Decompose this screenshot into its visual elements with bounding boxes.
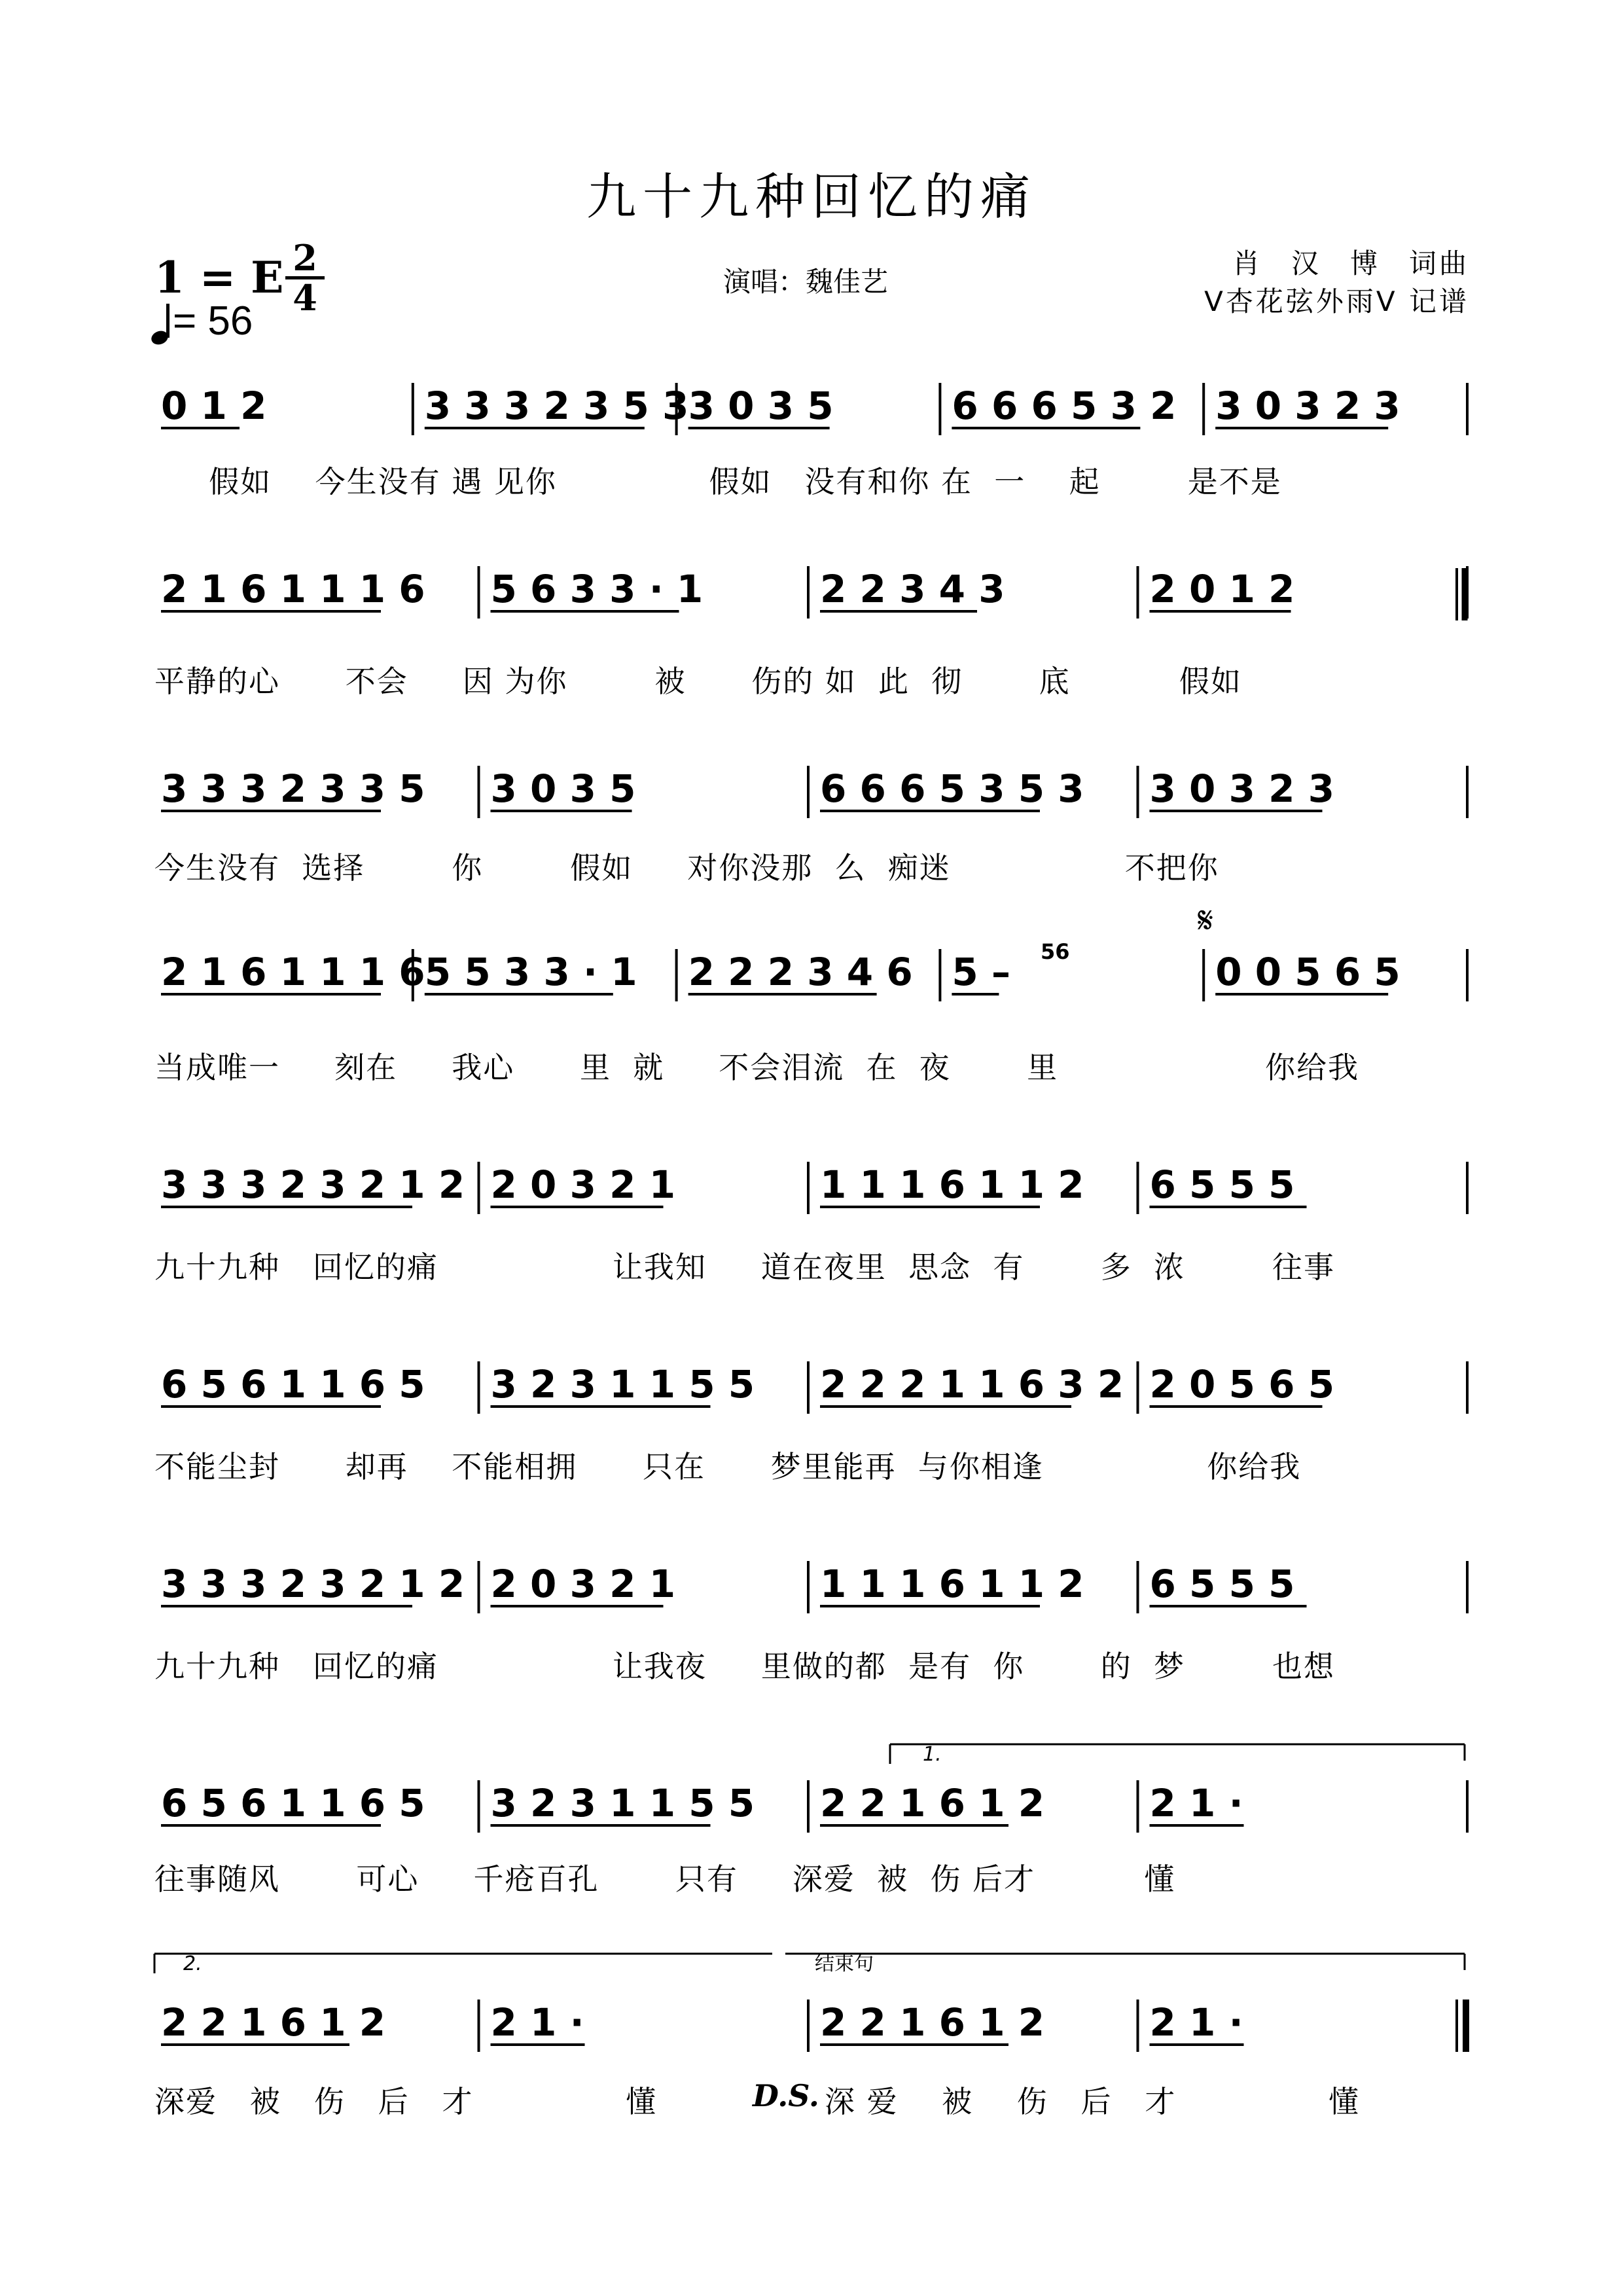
lyricist-composer-role: 词曲 bbox=[1408, 247, 1469, 279]
lyric-line: 深爱 被 伤 后 才 懂 bbox=[154, 2084, 658, 2119]
tempo-marking bbox=[151, 298, 253, 346]
lyric-line: 平静的心 不会 因 为你 被 伤的 如 此 彻 底 假如 bbox=[154, 664, 1242, 699]
note-group: 2 2 1 6 1 2 bbox=[161, 2000, 386, 2045]
note-group: 2 1 · bbox=[1149, 1781, 1243, 1825]
tempo-value: = 56 bbox=[173, 298, 253, 344]
note-group: 2 1 6 1 1 1 6 bbox=[161, 567, 425, 611]
note-group: 2 2 1 6 1 2 bbox=[820, 1781, 1045, 1825]
note-group: 2 0 5 6 5 bbox=[1149, 1362, 1335, 1407]
coda-label: 结束句 bbox=[815, 1952, 874, 1975]
note-group: 3 0 3 2 3 bbox=[1149, 766, 1335, 811]
ds-marking: D.S. bbox=[753, 2078, 819, 2113]
song-title: 九十九种回忆的痛 bbox=[586, 168, 1037, 226]
segno-sign: 𝄋 bbox=[1198, 899, 1214, 942]
note-group: 6 5 5 5 bbox=[1149, 1162, 1295, 1207]
note-group: 6 6 6 5 3 5 3 bbox=[820, 766, 1084, 811]
note-group: 0 1 2 bbox=[161, 384, 267, 428]
note-group: 0 0 5 6 5 bbox=[1215, 950, 1400, 994]
note-group: 3 0 3 5 bbox=[688, 384, 834, 428]
note-group: 2 0 3 2 1 bbox=[490, 1562, 676, 1606]
lyricist-composer-name: 肖汉博 bbox=[1232, 247, 1409, 279]
note-group: 6 5 5 5 bbox=[1149, 1562, 1295, 1606]
transcriber-credit: V杏花弦外雨V 记谱 bbox=[1204, 285, 1469, 317]
lyric-line: 不能尘封 却再 不能相拥 只在 梦里能再 与你相逢 你给我 bbox=[154, 1449, 1302, 1484]
lyricist-composer-credit bbox=[1232, 242, 1469, 281]
note-group: 5 5 3 3 · 1 bbox=[424, 950, 637, 994]
note-group: 6 5 6 1 1 6 5 bbox=[161, 1781, 425, 1825]
lyric-line: 九十九种 回忆的痛 让我知 道在夜里 思念 有 多 浓 往事 bbox=[154, 1249, 1335, 1285]
note-group: 2 0 1 2 bbox=[1149, 567, 1295, 611]
lyric-line: 往事随风 可心 千疮百孔 只有 深爱 被 伤 后才 懂 bbox=[154, 1861, 1176, 1897]
note-group: 6 5 6 1 1 6 5 bbox=[161, 1362, 425, 1407]
lyric-line: 九十九种 回忆的痛 让我夜 里做的都 是有 你 的 梦 也想 bbox=[154, 1649, 1335, 1684]
lyric-line: 当成唯一 刻在 我心 里 就 不会泪流 在 夜 里 你给我 bbox=[154, 1050, 1359, 1085]
tempo-change-mark: 56 bbox=[1041, 939, 1070, 964]
note-group: 3 3 3 2 3 5 3 bbox=[424, 384, 689, 428]
note-group: 2 2 2 3 4 6 bbox=[688, 950, 913, 994]
lyric-line: 今生没有 选择 你 假如 对你没那 么 痴迷 不把你 bbox=[154, 850, 1219, 886]
note-group: 2 1 · bbox=[1149, 2000, 1243, 2045]
note-group: 2 2 1 6 1 2 bbox=[820, 2000, 1045, 2045]
ending-1-label: 1. bbox=[923, 1743, 942, 1766]
note-group: 3 3 3 2 3 2 1 2 bbox=[161, 1562, 465, 1606]
note-group: 3 2 3 1 1 5 5 bbox=[490, 1781, 755, 1825]
time-signature bbox=[285, 237, 325, 319]
note-group: 6 6 6 5 3 2 bbox=[952, 384, 1177, 428]
time-signature-top: 2 bbox=[293, 237, 317, 279]
note-group: 5 6 3 3 · 1 bbox=[490, 567, 704, 611]
note-group: 2 1 · bbox=[490, 2000, 584, 2045]
note-group: 3 0 3 2 3 bbox=[1215, 384, 1400, 428]
note-group: 3 3 3 2 3 3 5 bbox=[161, 766, 425, 811]
note-group: 2 2 3 4 3 bbox=[820, 567, 1005, 611]
singer-credit: 演唱：魏佳艺 bbox=[723, 266, 889, 298]
lyric-line: 假如 今生没有 遇 见你 假如 没有和你 在 一 起 是不是 bbox=[154, 464, 1282, 499]
note-group: 2 2 2 1 1 6 3 2 bbox=[820, 1362, 1124, 1407]
note-group: 3 2 3 1 1 5 5 bbox=[490, 1362, 755, 1407]
key-signature: 1 = E bbox=[154, 252, 284, 303]
note-group: 3 3 3 2 3 2 1 2 bbox=[161, 1162, 465, 1207]
time-signature-bottom: 4 bbox=[293, 277, 317, 319]
final-lyric-line: 深 爱 被 伤 后 才 懂 bbox=[825, 2084, 1361, 2119]
quarter-note-icon bbox=[151, 302, 173, 346]
note-group: 5 – bbox=[952, 950, 1010, 994]
note-group: 3 0 3 5 bbox=[490, 766, 636, 811]
ending-2-label: 2. bbox=[183, 1952, 202, 1975]
note-group: 2 1 6 1 1 1 6 bbox=[161, 950, 425, 994]
note-group: 2 0 3 2 1 bbox=[490, 1162, 676, 1207]
note-group: 1 1 1 6 1 1 2 bbox=[820, 1162, 1084, 1207]
note-group: 1 1 1 6 1 1 2 bbox=[820, 1562, 1084, 1606]
